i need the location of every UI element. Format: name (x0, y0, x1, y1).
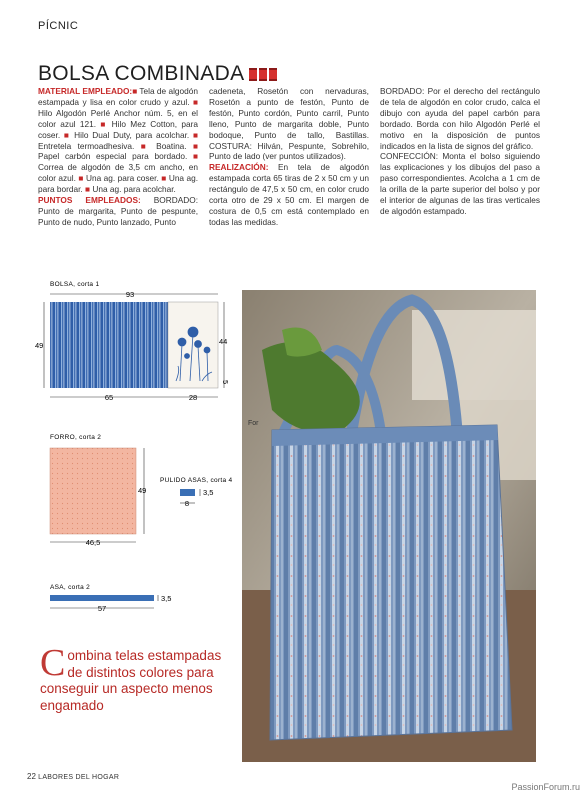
quote-initial: C (40, 642, 66, 684)
puntos-text: BORDADO: Punto de margarita, Punto de pespunte, Punto de nudo, Punto lanzado, Punto (38, 195, 199, 227)
realizacion-heading: REALIZACIÓN: (209, 162, 269, 173)
material-item: Tela de algodón estampada y lisa en color crudo y azul. (38, 86, 199, 107)
material-item: Hilo Mez Cotton, para coser. (38, 118, 198, 140)
bolsa-striped-panel (50, 302, 168, 388)
bolsa-margin-dim: 5 (221, 380, 230, 385)
bag-photo (242, 290, 536, 762)
forro-height-dim: 49 (138, 486, 147, 495)
asa-height-dim: 3,5 (161, 594, 172, 603)
text-column-2 (209, 86, 369, 228)
material-item: Correa de algodón de 3,5 cm ancho, en color azul. (38, 162, 198, 184)
watermark: PassionForum.ru (511, 782, 580, 792)
material-item: Una ag. para acolchar. (90, 184, 176, 195)
material-heading: MATERIAL EMPLEADO: (38, 86, 133, 96)
bolsa-height-dim: 49 (35, 341, 44, 350)
text-column-1: MATERIAL EMPLEADO:■ Tela de algodón estampada y lisa en color crudo y azul. ■ Hilo Algodón Perlé Anchor núm. 5, en el color azul 121. ■ Hilo Mez Cotton, para coser. ■ Hilo Dual Duty, para acolchar. ■ Entretela termoadhesiva. ■ Boatina. ■ Papel carbón especial para bordado. ■ Correa de algodón de 3,5 cm ancho, en color azul. ■ Una ag. para coser. ■ Una ag. para bordar. ■ Una ag. para acolchar. PUNTOS EMPLEADOS: BORDADO: Punto de margarita, Punto de pespunte, Punto de nudo, Punto lanzado, Punto (38, 86, 199, 227)
pulido-label: PULIDO ASAS, corta 4 (160, 477, 233, 484)
bolsa-left-dim: 65 (104, 393, 114, 402)
material-item: Entretela termoadhesiva. (38, 140, 141, 151)
pull-quote (40, 642, 230, 714)
forro-label: FORRO, corta 2 (50, 434, 102, 441)
pattern-diagrams (30, 276, 242, 626)
bullet-icon: ■ (132, 86, 138, 96)
asa-width-dim: 57 (97, 604, 107, 613)
pulido-strip (180, 489, 195, 496)
material-item: Papel carbón especial para bordado. (38, 151, 193, 162)
bolsa-height2-dim: 44 (219, 337, 228, 346)
material-item: Boatina. (149, 140, 193, 151)
pulido-height-dim: 3,5 (203, 488, 214, 497)
svg-text:For: For (248, 420, 259, 427)
section-label: PÍCNIC (38, 20, 79, 32)
quote-text: ombina telas estampadas de distintos colores para conseguir un aspecto menos engamado (40, 648, 222, 713)
bolsa-embroidery-panel (168, 302, 218, 388)
material-item: Hilo Algodón Perlé Anchor núm. 5, en el color azul 121. (38, 107, 198, 129)
puntos-heading: PUNTOS EMPLEADOS: (38, 195, 141, 206)
page-number: 22 (27, 772, 36, 781)
asa-label: ASA, corta 2 (50, 584, 91, 591)
confeccion-text: CONFECCIÓN: Monta el bolso siguiendo las explicaciones y los dibujos del paso a paso correspondientes. Acolcha a 1 cm de la orilla de la parte superior del bolso y por el interior de algunas de las tiras verticales de algodón estampado. (380, 151, 540, 216)
article-title: BOLSA COMBINADA (38, 62, 245, 85)
forro-width-dim: 46,5 (85, 538, 101, 547)
spool-icon (249, 68, 277, 81)
text-column-3 (380, 86, 540, 217)
bordado-text: BORDADO: Por el derecho del rectángulo de tela de algodón en color crudo, calca el dibujo con ayuda del papel carbón para bordado. Borda con hilo Algodón Perlé el motivo en la disposición de puntos indicados en la lista de signos del gráfico. (380, 86, 540, 151)
title-row (38, 62, 277, 86)
bolsa-label: BOLSA, corta 1 (50, 281, 100, 288)
page-footer (27, 772, 119, 781)
stitches-text: cadeneta, Rosetón con nervaduras, Rosetón a punto de festón, Punto de festón, Punto cordón, Punto carril, Punto lleno, Punto de margarita doble, Punto bodoque, Punto de tallo, Bastillas. COSTURA: Hilván, Pespunte, Sobrehilo, Punto de lado (ver puntos utilizados). (209, 86, 369, 162)
material-item: Hilo Dual Duty, para acolchar. (70, 129, 193, 140)
forro-panel (50, 448, 136, 534)
realizacion-text: En tela de algodón estampada corta 65 tiras de 2 x 50 cm y un rectángulo de 47,5 x 50 cm, en color crudo corta otro de 29 x 50 cm. El margen de costura de 0,5 cm está contemplado en todas las medidas. (209, 162, 369, 227)
asa-strip (50, 595, 154, 601)
material-item: Una ag. para coser. (83, 173, 162, 184)
magazine-name: LABORES DEL HOGAR (38, 774, 120, 781)
pulido-width-dim: 8 (184, 499, 190, 508)
material-item: Una ag. para bordar. (38, 173, 199, 195)
bolsa-width-dim: 93 (125, 290, 135, 299)
bolsa-right-dim: 28 (188, 393, 198, 402)
